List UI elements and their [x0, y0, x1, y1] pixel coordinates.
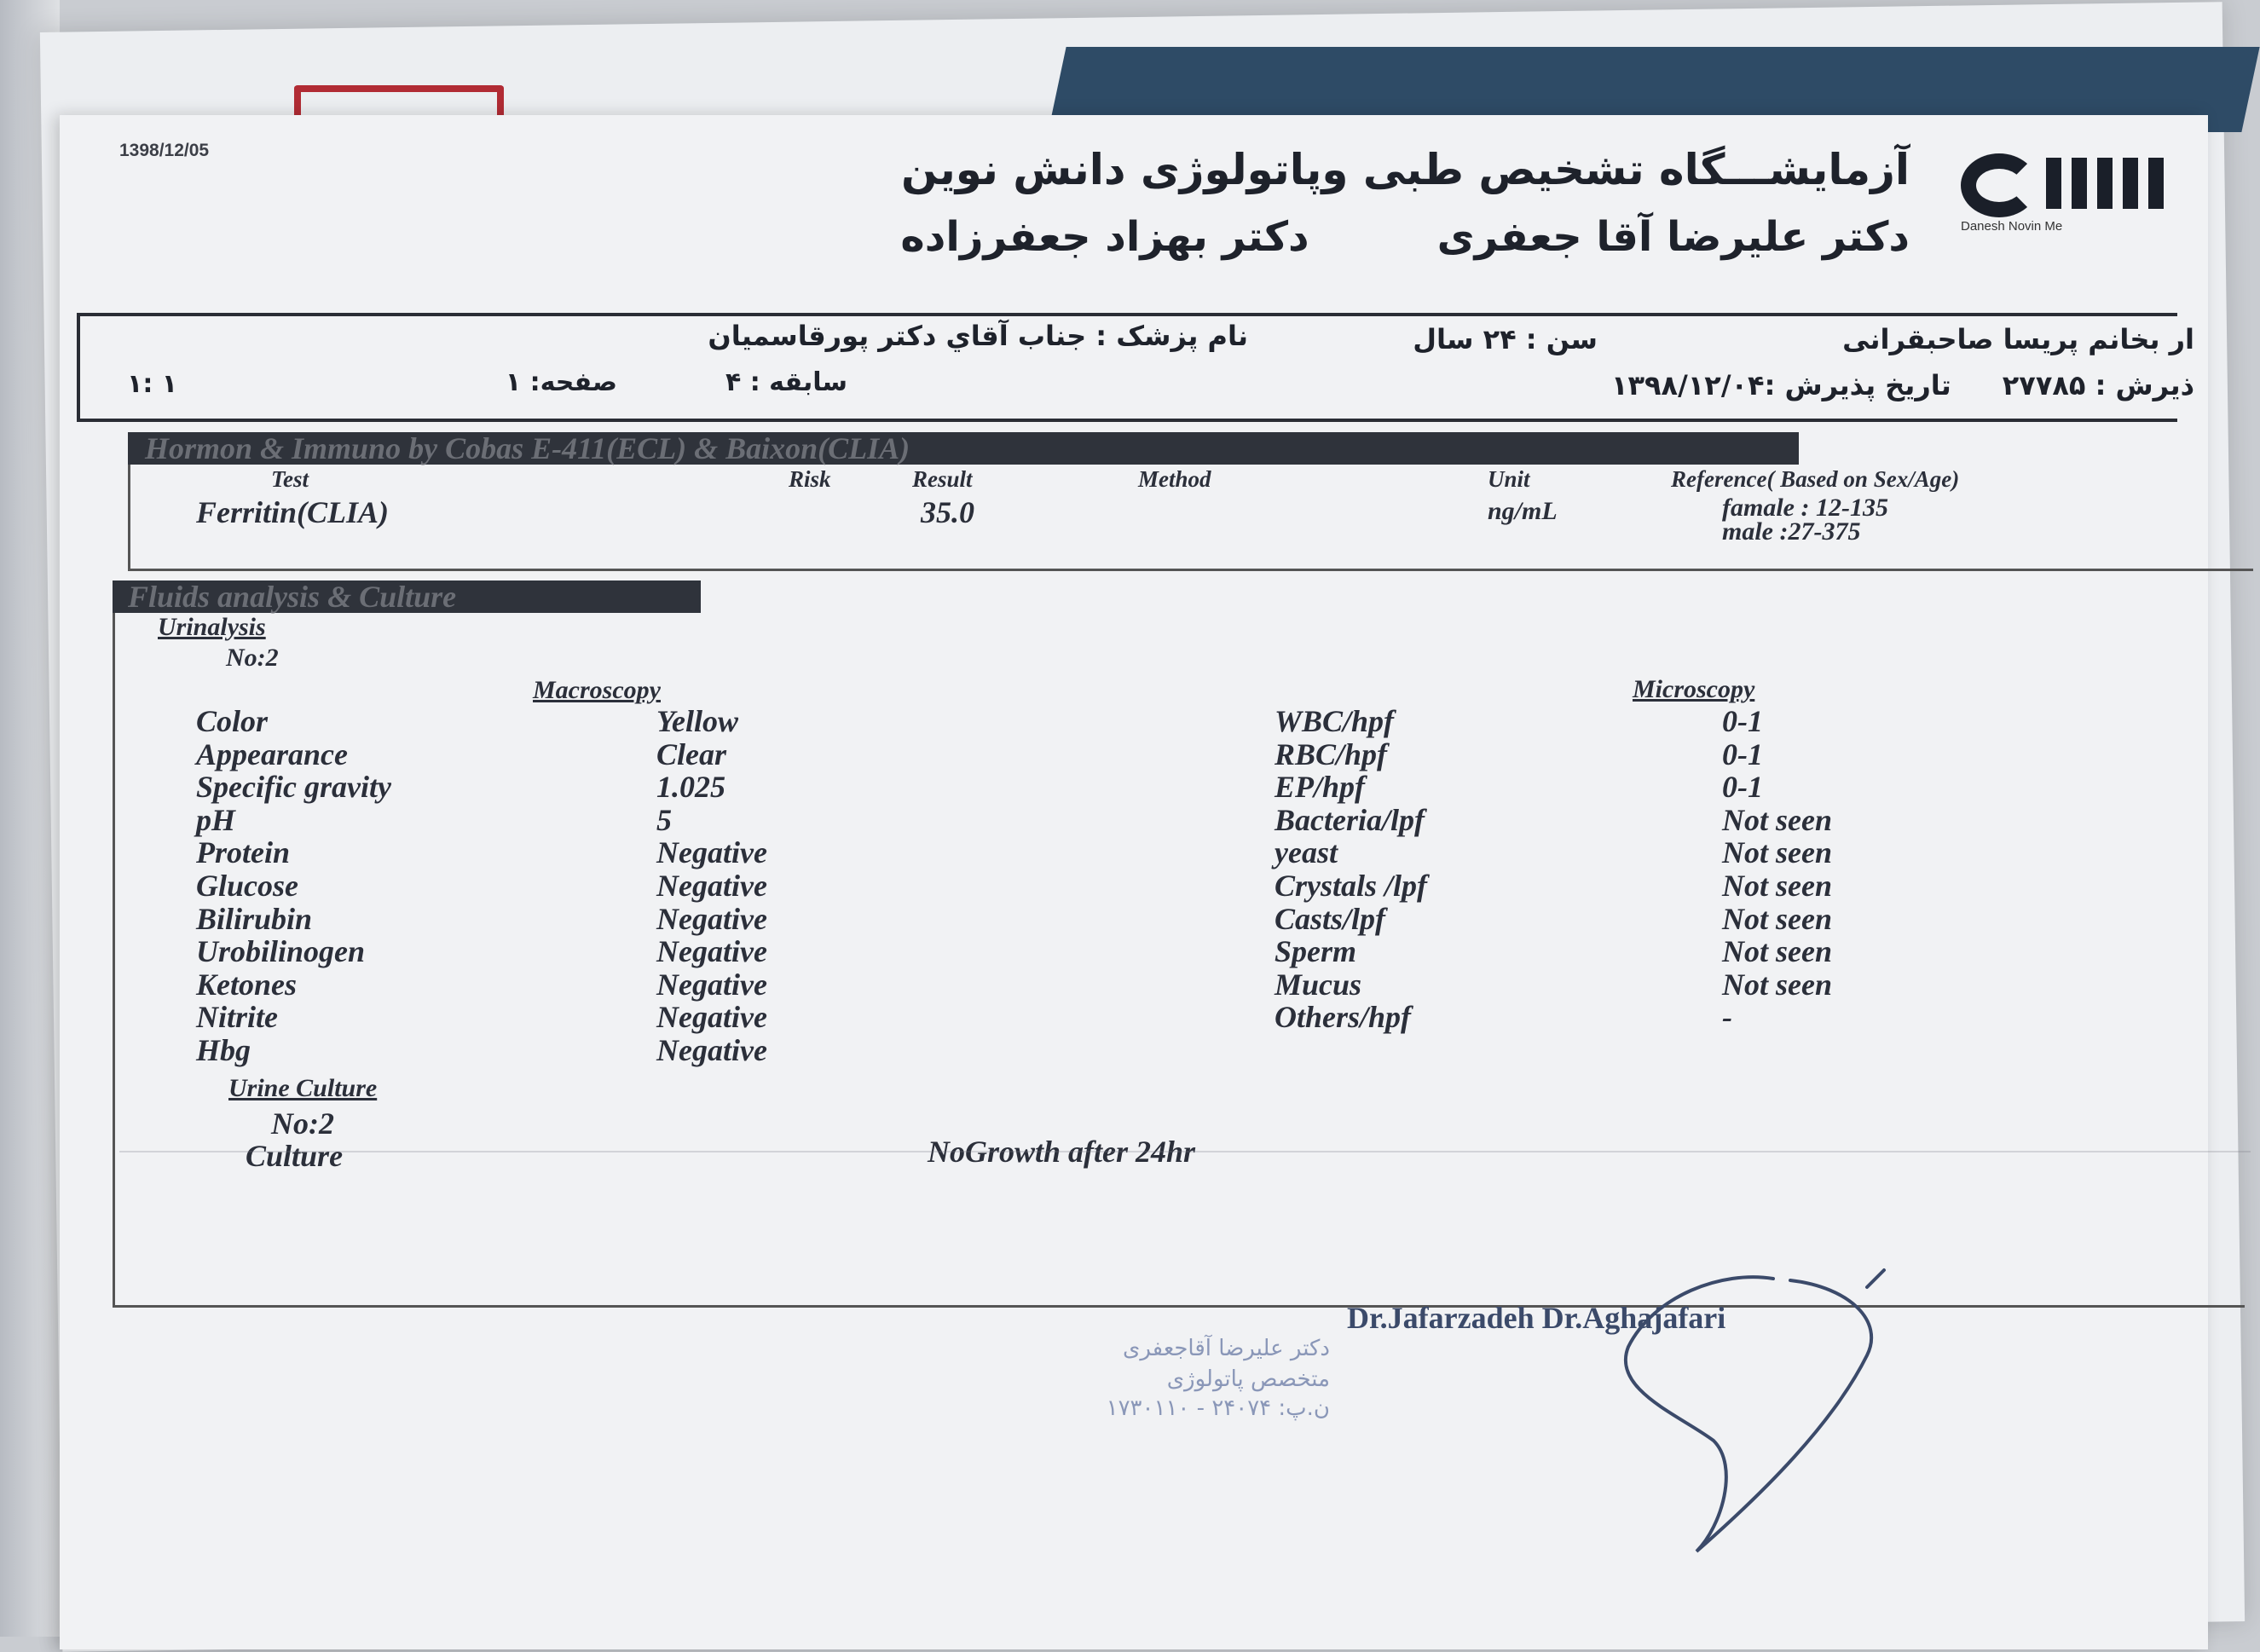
col-method: Method: [1138, 466, 1211, 492]
microscopy-item-name: RBC/hpf: [1275, 736, 1388, 771]
lab-doctors: [900, 213, 1910, 261]
col-risk: Risk: [789, 466, 831, 492]
hormone-section-title: Hormon & Immuno by Cobas E-411(ECL) & Baixon(CLIA): [128, 432, 1799, 465]
culture-result: NoGrowth after 24hr: [928, 1135, 1196, 1169]
handwritten-signature-icon: [1509, 1270, 1952, 1560]
lab-report-sheet: [60, 115, 2208, 1649]
microscopy-item-name: Sperm: [1275, 934, 1357, 969]
macroscopy-item-value: Negative: [656, 1033, 767, 1067]
fluids-section-title: Fluids analysis & Culture: [113, 581, 701, 613]
microscopy-item-name: WBC/hpf: [1275, 704, 1395, 738]
logo-c-shape-icon: [1961, 153, 2037, 217]
macroscopy-item-name: Urobilinogen: [196, 934, 366, 969]
macroscopy-item-value: Negative: [656, 934, 767, 969]
stamp-line-2: متخصص پاتولوژی: [1166, 1366, 1330, 1392]
macroscopy-item-value: Negative: [656, 869, 767, 903]
report-date: 1398/12/05: [119, 141, 210, 160]
microscopy-item-name: yeast: [1275, 835, 1338, 870]
urine-culture-no: No:2: [271, 1106, 334, 1141]
patient-info-box: [77, 313, 2194, 422]
macroscopy-item-value: Negative: [656, 967, 767, 1002]
macroscopy-item-name: pH: [196, 802, 236, 837]
page-number: صفحه: ۱: [505, 367, 617, 397]
microscopy-item-value: Not seen: [1722, 967, 1832, 1002]
urinalysis-no: No:2: [226, 644, 279, 672]
microscopy-item-name: Crystals /lpf: [1275, 869, 1428, 903]
stamp-line-3: ن.پ: ۲۴۰۷۴ - ۱۷۳۰۱۱۰: [1106, 1395, 1330, 1421]
macroscopy-label: Macroscopy: [533, 676, 661, 704]
col-reference: Reference( Based on Sex/Age): [1671, 466, 1960, 492]
macroscopy-item-value: 5: [656, 802, 672, 837]
ferritin-unit: ng/mL: [1488, 497, 1558, 525]
ferritin-ref-male: male :27-375: [1722, 517, 1861, 546]
macroscopy-item-value: Clear: [656, 736, 727, 771]
urine-culture-label: Urine Culture: [228, 1074, 378, 1102]
ferritin-ref-female: famale : 12-135: [1722, 494, 1888, 522]
ferritin-test-name: Ferritin(CLIA): [196, 495, 390, 529]
microscopy-item-value: Not seen: [1722, 901, 1832, 936]
patient-name: ار بخانم پریسا صاحبقرانی: [1842, 323, 2194, 355]
lab-title: آزمایشـــگاه تشخیص طبی وپاتولوژی دانش نوین: [900, 145, 1910, 194]
col-unit: Unit: [1488, 466, 1530, 492]
macroscopy-item-name: Ketones: [196, 967, 298, 1002]
macroscopy-item-name: Appearance: [196, 736, 348, 771]
macroscopy-item-name: Specific gravity: [196, 770, 391, 805]
logo-subtext: Danesh Novin Me: [1961, 219, 2063, 234]
microscopy-item-name: Mucus: [1275, 967, 1362, 1002]
macroscopy-item-name: Hbg: [196, 1033, 251, 1067]
microscopy-item-value: 0-1: [1722, 704, 1763, 738]
macroscopy-item-name: Color: [196, 704, 269, 738]
microscopy-item-value: 0-1: [1722, 736, 1763, 771]
macroscopy-item-name: Protein: [196, 835, 291, 870]
microscopy-label: Microscopy: [1633, 675, 1755, 703]
macroscopy-item-name: Glucose: [196, 869, 298, 903]
macroscopy-item-value: Negative: [656, 901, 767, 936]
microscopy-item-name: EP/hpf: [1275, 770, 1366, 805]
page-of: ۱ :۱: [127, 369, 178, 399]
microscopy-item-value: Not seen: [1722, 835, 1832, 870]
paper-fold-line: [119, 1151, 2251, 1152]
microscopy-item-name: Others/hpf: [1275, 1000, 1412, 1035]
ferritin-result: 35.0: [921, 495, 974, 529]
microscopy-item-name: Casts/lpf: [1275, 901, 1386, 936]
macroscopy-item-name: Bilirubin: [196, 901, 313, 936]
macroscopy-item-name: Nitrite: [196, 1000, 278, 1035]
macroscopy-item-value: Negative: [656, 835, 767, 870]
macroscopy-item-value: Yellow: [656, 704, 738, 738]
lab-logo: [1961, 149, 2208, 234]
stamp-line-1: دکتر علیرضا آقاجعفری: [1122, 1336, 1330, 1361]
microscopy-item-value: -: [1722, 1000, 1732, 1035]
admission-info: [1611, 369, 2194, 401]
doctor-1: دکتر علیرضا آقا جعفری: [1436, 213, 1910, 261]
signature-names: Dr.Jafarzadeh Dr.Aghajafari: [1347, 1301, 1726, 1335]
microscopy-item-value: Not seen: [1722, 802, 1832, 837]
logo-bar-icon: [2072, 158, 2087, 209]
referring-physician: نام پزشک : جناب آقاي دکتر پورقاسمیان: [708, 320, 1248, 352]
macroscopy-item-value: Negative: [656, 1000, 767, 1035]
patient-history: سابقه : ۴: [725, 367, 847, 397]
urinalysis-label: Urinalysis: [158, 613, 266, 641]
logo-bar-icon: [2046, 158, 2061, 209]
microscopy-item-value: 0-1: [1722, 770, 1763, 805]
patient-age: سن : ۲۴ سال: [1413, 323, 1598, 355]
col-test: Test: [271, 466, 309, 492]
fluids-section-box: [113, 613, 2245, 1308]
col-result: Result: [912, 466, 973, 492]
admission-date: تاریخ پذیرش :۱۳۹۸/۱۲/۰۴: [1610, 369, 1951, 401]
macroscopy-item-value: 1.025: [656, 770, 725, 805]
microscopy-item-name: Bacteria/lpf: [1275, 802, 1425, 837]
culture-name: Culture: [246, 1139, 344, 1173]
microscopy-item-value: Not seen: [1722, 869, 1832, 903]
logo-bar-icon: [2148, 158, 2164, 209]
microscopy-item-value: Not seen: [1722, 934, 1832, 969]
logo-bar-icon: [2097, 158, 2113, 209]
doctor-2: دکتر بهزاد جعفرزاده: [900, 213, 1309, 261]
logo-bar-icon: [2123, 158, 2138, 209]
admission-number: ذیرش : ۲۷۷۸۵: [2002, 369, 2194, 401]
